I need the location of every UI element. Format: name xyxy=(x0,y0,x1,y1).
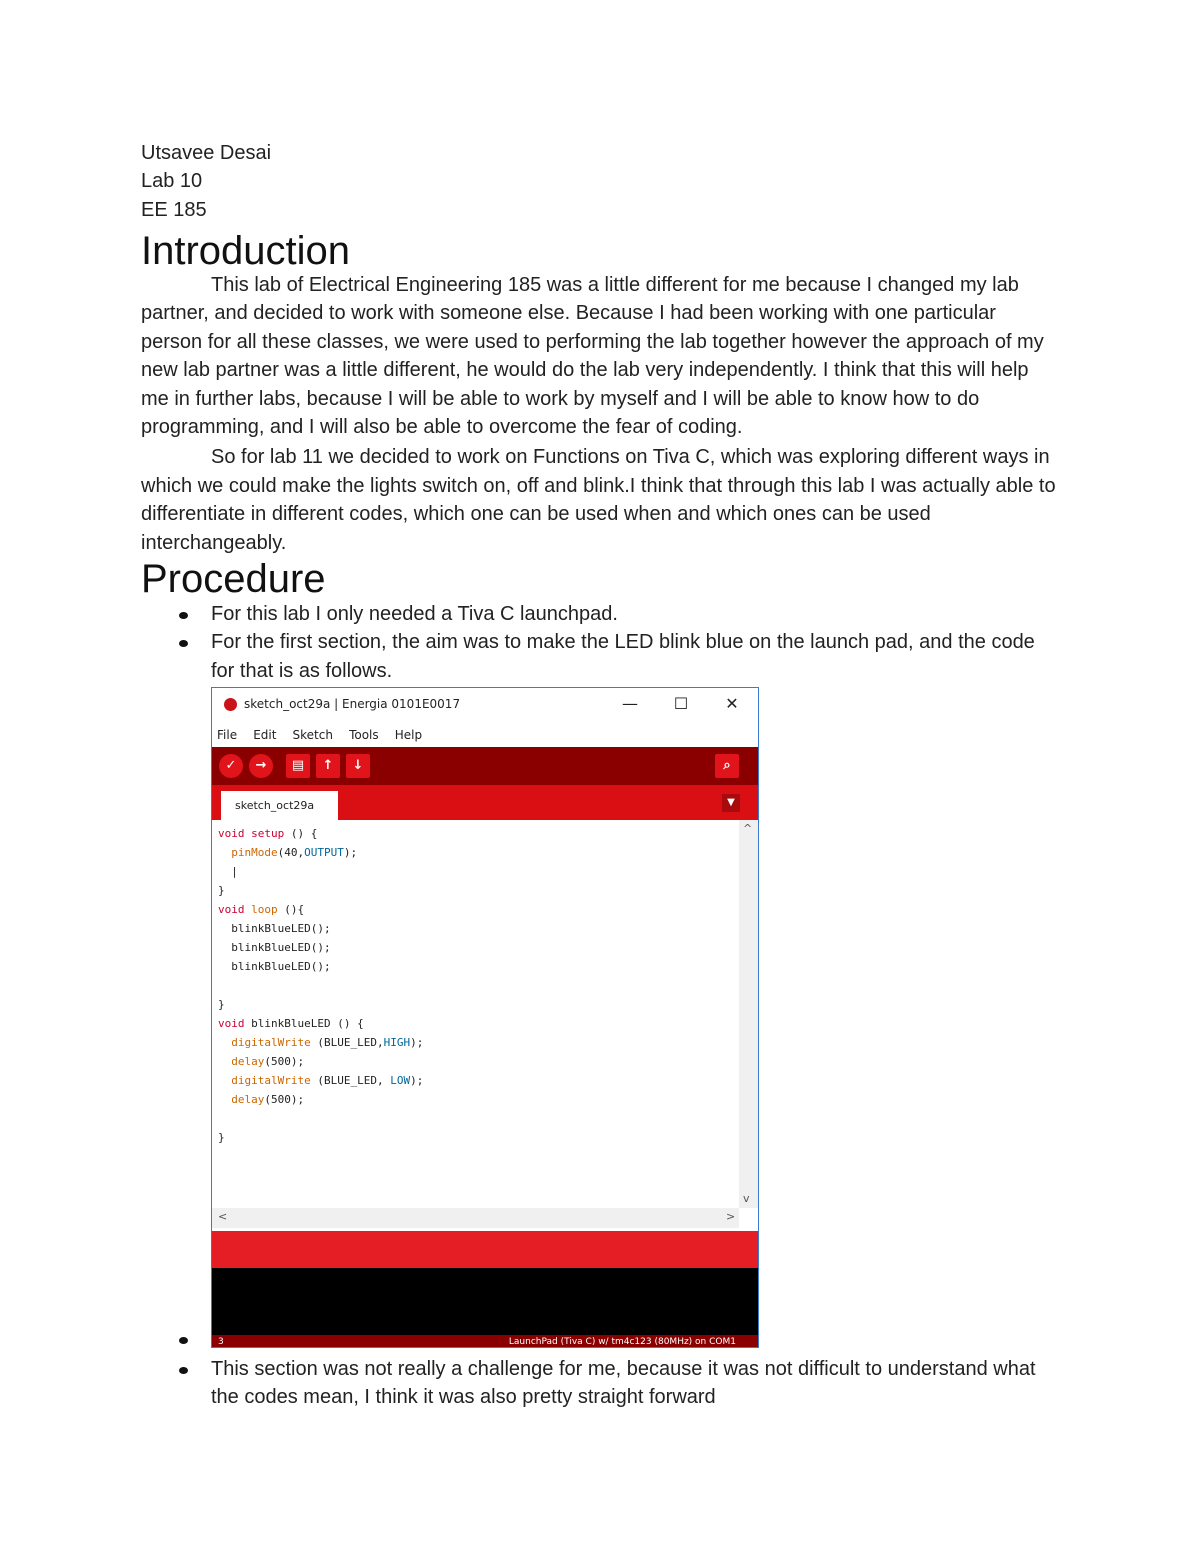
code-line: | xyxy=(218,865,238,878)
author-name: Utsavee Desai xyxy=(141,142,272,164)
menu-bar xyxy=(212,724,758,746)
code-line: void blinkBlueLED () { xyxy=(218,1017,364,1030)
menu-file[interactable]: File xyxy=(217,728,238,742)
menu-tools[interactable]: Tools xyxy=(349,728,379,742)
upload-icon[interactable]: → xyxy=(249,754,273,778)
procedure-list xyxy=(141,600,1061,685)
code-line: digitalWrite (BLUE_LED, LOW); xyxy=(231,1074,424,1087)
procedure-list-continued xyxy=(141,1355,1061,1412)
list-item: This section was not really a challenge for me, because it was not difficult to understand what the codes mean, I think it was also pretty straight forward xyxy=(141,1355,1061,1412)
scroll-up-icon[interactable]: ^ xyxy=(743,822,753,835)
code-line: delay(500); xyxy=(231,1093,305,1106)
tab-menu-icon[interactable]: ▼ xyxy=(722,794,740,812)
open-sketch-icon[interactable]: ↑ xyxy=(316,754,340,778)
code-line: } xyxy=(218,1131,225,1144)
horizontal-scrollbar[interactable] xyxy=(212,1208,739,1228)
code-line: blinkBlueLED(); xyxy=(218,922,331,935)
energia-screenshot xyxy=(211,687,759,1348)
code-text xyxy=(218,824,423,1147)
title-bar xyxy=(212,688,758,722)
course-code: EE 185 xyxy=(141,199,207,221)
bullet-icon xyxy=(179,640,188,647)
window-title: sketch_oct29a | Energia 0101E0017 xyxy=(244,697,461,711)
code-line: blinkBlueLED(); xyxy=(218,960,331,973)
introduction-paragraph-1: This lab of Electrical Engineering 185 was a little different for me because I changed my lab partner, and decided to work with someone else. Because I had been working with one particular person for all these classes, we were used to performing the lab together however the approach of my new lab partner was a little different, he would do the lab very independently. I think that this will help me in further labs, because I will be able to work by myself and I will be able to know how to do programming, and I will also be able to overcome the fear of coding. xyxy=(141,274,1044,439)
bullet-icon xyxy=(179,612,188,619)
status-board-name: LaunchPad (Tiva C) w/ tm4c123 (80MHz) on COM1 xyxy=(508,1337,736,1347)
status-bar xyxy=(212,1335,758,1348)
vertical-scrollbar[interactable] xyxy=(739,820,758,1208)
list-item: For the first section, the aim was to make the LED blink blue on the launch pad, and the code for that is as follows. xyxy=(141,628,1061,685)
maximize-button[interactable]: ☐ xyxy=(673,694,689,713)
introduction-body xyxy=(141,271,1061,557)
console-header xyxy=(212,1231,758,1268)
scroll-left-icon[interactable]: < xyxy=(218,1210,228,1223)
list-item: For this lab I only needed a Tiva C launchpad. xyxy=(141,600,1061,628)
menu-sketch[interactable]: Sketch xyxy=(292,728,333,742)
toolbar xyxy=(212,747,758,785)
code-line: } xyxy=(218,998,225,1011)
tab-bar xyxy=(212,785,758,820)
procedure-heading: Procedure xyxy=(141,557,326,601)
minimize-button[interactable]: — xyxy=(622,694,638,713)
code-editor[interactable] xyxy=(212,820,739,1208)
tab-sketch[interactable]: sketch_oct29a xyxy=(221,791,338,820)
introduction-heading: Introduction xyxy=(141,229,351,273)
menu-edit[interactable]: Edit xyxy=(253,728,277,742)
console-output xyxy=(212,1268,758,1335)
serial-monitor-icon[interactable]: ⌕ xyxy=(715,754,739,778)
status-line-number: 3 xyxy=(218,1337,224,1347)
code-line: blinkBlueLED(); xyxy=(218,941,331,954)
code-line: } xyxy=(218,884,225,897)
introduction-paragraph-2: So for lab 11 we decided to work on Functions on Tiva C, which was exploring different ways in which we could make the lights switch on, off and blink.I think that through this lab I was actually able to differentiate in different codes, which one can be used when and which ones can be used interchangeably. xyxy=(141,446,1056,554)
scroll-right-icon[interactable]: > xyxy=(726,1210,736,1223)
code-line: digitalWrite (BLUE_LED,HIGH); xyxy=(231,1036,424,1049)
bullet-icon xyxy=(179,1337,188,1344)
scroll-down-icon[interactable]: v xyxy=(743,1192,750,1205)
lab-number: Lab 10 xyxy=(141,170,203,192)
bullet-icon xyxy=(179,1367,188,1374)
save-sketch-icon[interactable]: ↓ xyxy=(346,754,370,778)
code-line: void setup () { xyxy=(218,827,318,840)
code-line: void loop (){ xyxy=(218,903,305,916)
energia-app-icon xyxy=(224,698,237,711)
new-sketch-icon[interactable]: ▤ xyxy=(286,754,310,778)
close-button[interactable]: ✕ xyxy=(725,694,739,713)
code-line: pinMode(40,OUTPUT); xyxy=(231,846,358,859)
code-line: delay(500); xyxy=(231,1055,305,1068)
verify-icon[interactable]: ✓ xyxy=(219,754,243,778)
menu-help[interactable]: Help xyxy=(394,728,423,742)
